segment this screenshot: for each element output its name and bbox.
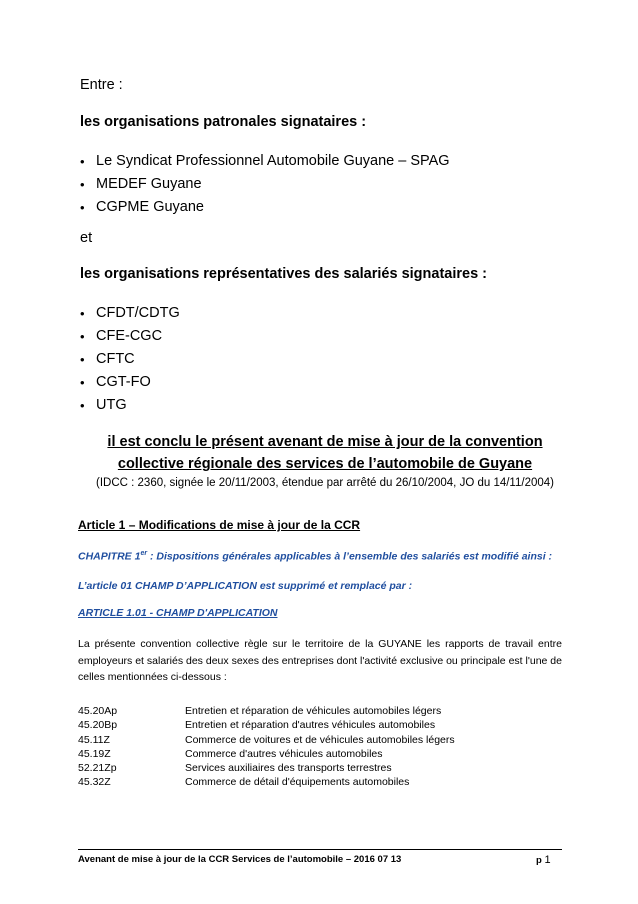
activity-code: 45.19Z (78, 747, 111, 760)
idcc-reference: (IDCC : 2360, signée le 20/11/2003, étendue par arrêté du 26/10/2004, JO du 14/11/2004) (96, 477, 554, 489)
activity-description: Commerce de voitures et de véhicules automobiles légers (185, 733, 455, 746)
list-item: • MEDEF Guyane (80, 173, 450, 196)
article-title: Article 1 – Modifications de mise à jour de la CCR (78, 518, 361, 532)
list-item: • CGT-FO (80, 371, 180, 394)
list-item: • CFE-CGC (80, 325, 180, 348)
article-01-note: L’article 01 CHAMP D’APPLICATION est supprimé et remplacé par : (78, 580, 413, 592)
employer-org-list (80, 150, 450, 219)
chapter-heading: CHAPITRE 1er : Dispositions générales applicables à l’ensemble des salariés est modifié ainsi : (78, 550, 553, 563)
list-item: • CGPME Guyane (80, 196, 450, 219)
activity-description: Entretien et réparation de véhicules automobiles légers (185, 705, 442, 717)
activity-code: 45.32Z (78, 776, 111, 789)
intro-text: Entre : (80, 77, 123, 93)
activity-code: 45.20Bp (78, 719, 118, 732)
activity-code: 45.11Z (78, 733, 110, 746)
page-number: p 1 (536, 854, 551, 866)
activity-description: Commerce d'autres véhicules automobiles (185, 747, 383, 760)
activity-code: 52.21Zp (78, 762, 117, 775)
activity-description: Entretien et réparation d'autres véhicules automobiles (185, 719, 436, 732)
employee-heading: les organisations représentatives des salariés signataires : (80, 266, 487, 282)
list-item: • CFDT/CDTG (80, 302, 180, 325)
list-item: • Le Syndicat Professionnel Automobile Guyane – SPAG (80, 150, 450, 173)
scope-paragraph: La présente convention collective règle sur le territoire de la GUYANE les rapports de travail entre employeurs et salariés des deux sexes des entreprises dont l'activité exclusive ou principale est l'une de celles mentionnées ci-dessous : (78, 638, 562, 683)
activity-description: Commerce de détail d'équipements automobiles (185, 776, 410, 789)
activity-code: 45.20Ap (78, 705, 118, 717)
employer-heading: les organisations patronales signataires : (80, 114, 367, 130)
list-item: • UTG (80, 394, 180, 417)
document-title-line1: il est conclu le présent avenant de mise à jour de la convention (107, 434, 543, 450)
document-title-line2: collective régionale des services de l’automobile de Guyane (117, 456, 533, 472)
article-101-title: ARTICLE 1.01 - CHAMP D'APPLICATION (78, 607, 278, 619)
footer-text: Avenant de mise à jour de la CCR Services de l’automobile – 2016 07 13 (78, 854, 402, 865)
conjunction-text: et (80, 230, 93, 246)
employee-org-list (80, 302, 180, 417)
activity-description: Services auxiliaires des transports terrestres (185, 762, 392, 775)
list-item: • CFTC (80, 348, 180, 371)
footer-divider (78, 849, 562, 850)
